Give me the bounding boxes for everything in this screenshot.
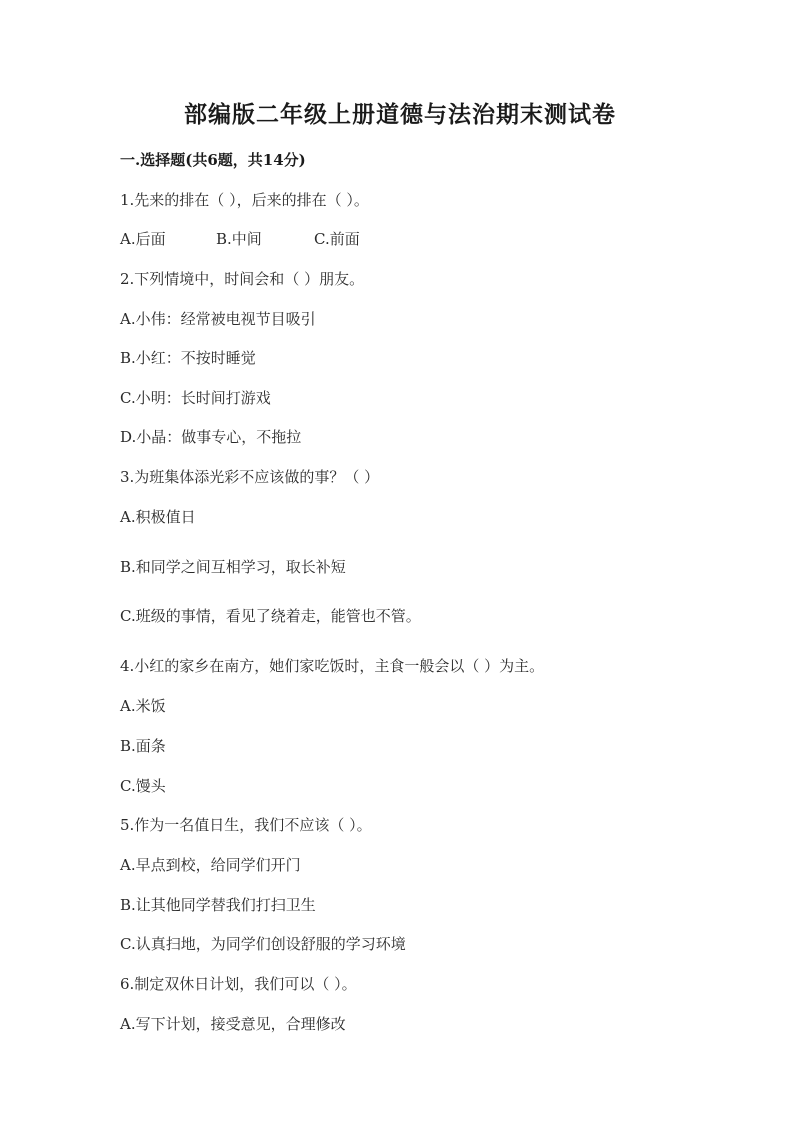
question-4-stem: 4.小红的家乡在南方，她们家吃饭时，主食一般会以（ ）为主。 xyxy=(120,657,545,675)
question-4-option-b: B.面条 xyxy=(120,737,166,755)
question-3-option-c: C.班级的事情，看见了绕着走，能管也不管。 xyxy=(120,607,421,625)
question-2-option-b: B.小红：不按时睡觉 xyxy=(120,349,256,367)
question-3-option-a: A.积极值日 xyxy=(120,508,196,526)
question-1-options xyxy=(120,228,360,249)
question-5-stem: 5.作为一名值日生，我们不应该（ ）。 xyxy=(120,816,372,834)
question-1-stem: 1.先来的排在（ ），后来的排在（ ）。 xyxy=(120,191,369,209)
question-2-option-c: C.小明：长时间打游戏 xyxy=(120,389,271,407)
question-3-option-b: B.和同学之间互相学习，取长补短 xyxy=(120,558,346,576)
option-a: A.后面 xyxy=(120,230,166,248)
question-4-option-a: A.米饭 xyxy=(120,697,166,715)
question-5-option-b: B.让其他同学替我们打扫卫生 xyxy=(120,896,316,914)
question-5-option-c: C.认真扫地，为同学们创设舒服的学习环境 xyxy=(120,935,406,953)
question-2-option-a: A.小伟：经常被电视节目吸引 xyxy=(120,310,316,328)
document-title: 部编版二年级上册道德与法治期末测试卷 xyxy=(184,101,616,128)
question-6-stem: 6.制定双休日计划，我们可以（ ）。 xyxy=(120,975,357,993)
question-2-stem: 2.下列情境中，时间会和（ ）朋友。 xyxy=(120,270,365,288)
option-b: B.中间 xyxy=(216,230,262,248)
question-4-option-c: C.馒头 xyxy=(120,777,166,795)
question-3-stem: 3.为班集体添光彩不应该做的事？（ ） xyxy=(120,468,380,486)
option-c: C.前面 xyxy=(314,230,360,248)
section-heading: 一.选择题(共6题，共14分) xyxy=(120,151,306,169)
question-6-option-a: A.写下计划，接受意见，合理修改 xyxy=(120,1015,346,1033)
question-5-option-a: A.早点到校，给同学们开门 xyxy=(120,856,301,874)
question-2-option-d: D.小晶：做事专心，不拖拉 xyxy=(120,428,302,446)
